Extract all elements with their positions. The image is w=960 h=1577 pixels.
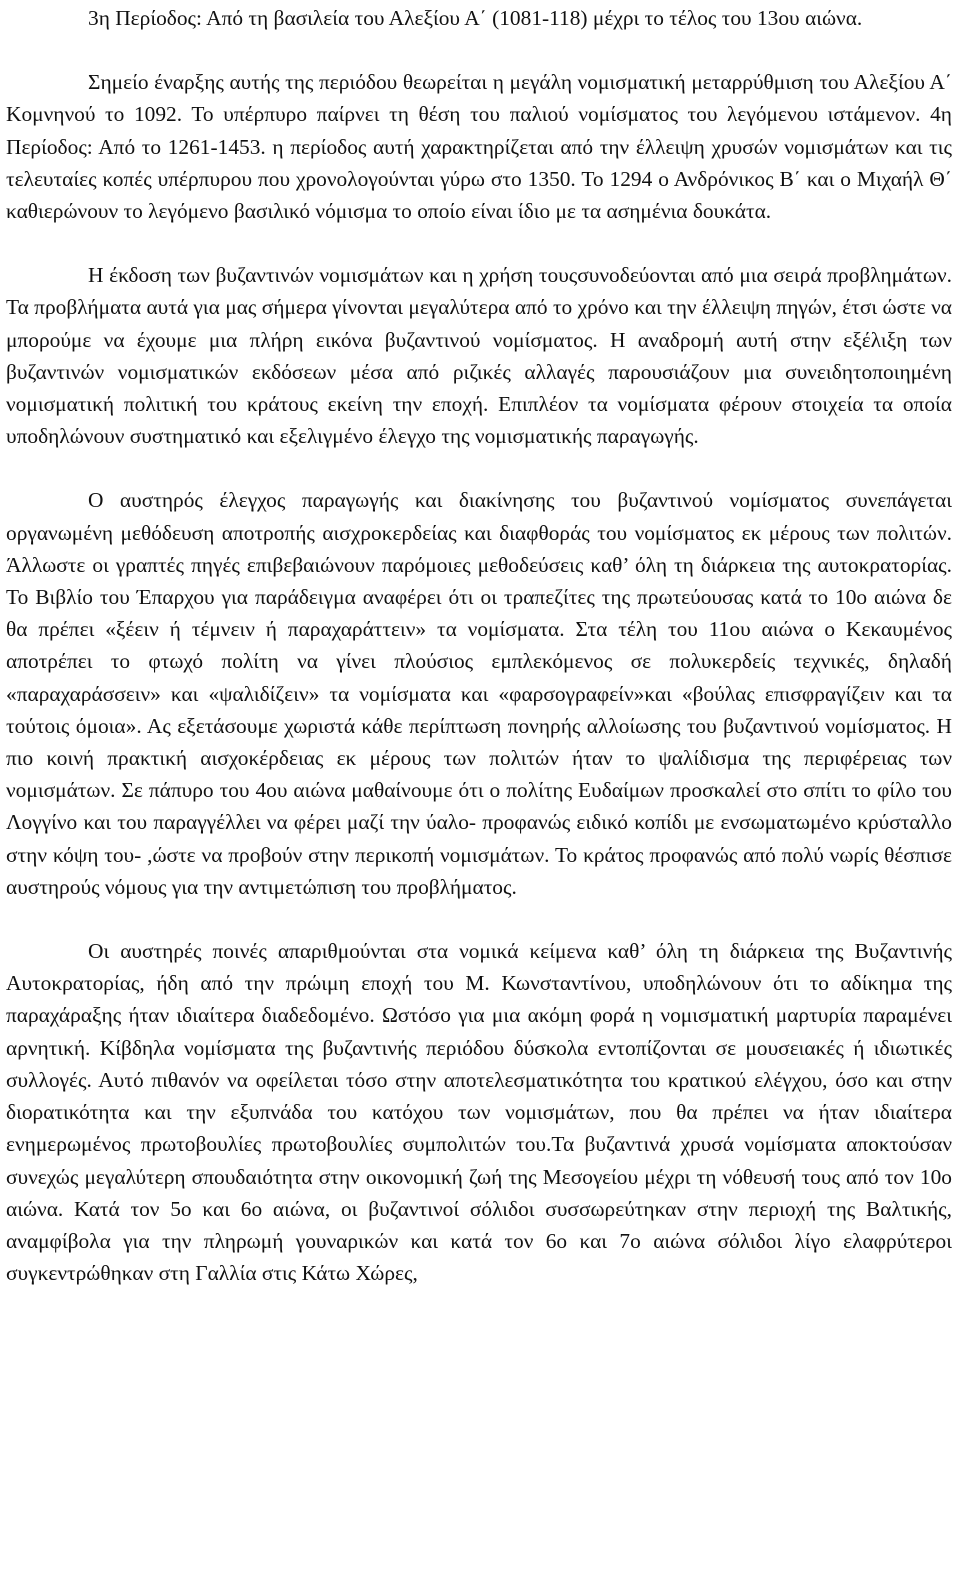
paragraph-reform: Σημείο έναρξης αυτής της περιόδου θεωρείται η μεγάλη νομισματική μεταρρύθμιση του Αλεξίου Α΄ Κομνηνού το 1092. Το υπέρπυρο παίρνει τη θέση του παλιού νομίσματος του λεγόμενου ιστάμενον. 4η Περίοδος: Από το 1261-1453. η περίοδος αυτή χαρακτηρίζεται από την έλλειψη χρυσών νομισμάτων και τις τελευταίες κοπές υπέρπυρου που χρονολογούνται γύρω στο 1350. Το 1294 ο Ανδρόνικος Β΄ και ο Μιχαήλ Θ΄ καθιερώνουν το λεγόμενο βασιλικό νόμισμα το οποίο είναι ίδιο με τα ασημένια δουκάτα. bbox=[6, 70, 952, 224]
paragraph-period-3: 3η Περίοδος: Από τη βασιλεία του Αλεξίου Α΄ (1081-118) μέχρι το τέλος του 13ου αιώνα. bbox=[88, 6, 863, 30]
paragraph-penalties: Οι αυστηρές ποινές απαριθμούνται στα νομικά κείμενα καθ’ όλη τη διάρκεια της Βυζαντινής Αυτοκρατορίας, ήδη από την πρώιμη εποχή του Μ. Κωνσταντίνου, υποδηλώνουν ότι το αδίκημα της παραχάραξης ήταν ιδιαίτερα διαδεδομένο. Ωστόσο για μια ακόμη φορά η νομισματική μαρτυρία παραμένει αρνητική. Κίβδηλα νομίσματα της βυζαντινής περιόδου δύσκολα εντοπίζονται σε μουσειακές ή ιδιωτικές συλλογές. Αυτό πιθανόν να οφείλεται τόσο στην αποτελεσματικότητα του κρατικού ελέγχου, όσο και στην διορατικότητα και την εξυπνάδα του κατόχου των νομισμάτων, που θα πρέπει να ήταν ιδιαίτερα ενημερωμένος πρωτοβουλίες πρωτοβουλίες συμπολιτών του.Τα βυζαντινά χρυσά νομίσματα αποκτούσαν συνεχώς μεγαλύτερη σπουδαιότητα στην οικονομική ζωή της Μεσογείου μέχρι τη νόθευσή τους από τον 10ο αιώνα. Κατά τον 5ο και 6ο αιώνα, οι βυζαντινοί σόλιδοι συσσωρεύτηκαν στην περιοχή της Βαλτικής, αναμφίβολα για την πληρωμή γουναρικών και κατά τον 6ο και 7ο αιώνα σόλιδοι λίγο ελαφρύτεροι συγκεντρώθηκαν στη Γαλλία στις Κάτω Χώρες, bbox=[6, 939, 952, 1286]
paragraph-control: Ο αυστηρός έλεγχος παραγωγής και διακίνησης του βυζαντινού νομίσματος συνεπάγεται οργανωμένη μεθόδευση αποτροπής αισχροκερδείας και διαφθοράς του νομίσματος εκ μέρους των πολιτών. Άλλωστε οι γραπτές πηγές επιβεβαιώνουν παρόμοιες μεθοδεύσεις καθ’ όλη τη διάρκεια της αυτοκρατορίας. Το Βιβλίο του Έπαρχου για παράδειγμα αναφέρει ότι οι τραπεζίτες της πρωτεύουσας κατά το 10ο αιώνα δε θα πρέπει «ξέειν ή τέμνειν ή παραχαράττειν» τα νομίσματα. Στα τέλη του 11ου αιώνα ο Κεκαυμένος αποτρέπει το φτωχό πολίτη να γίνει πλούσιος εμπλεκόμενος σε πολυκερδείς τεχνικές, δηλαδή «παραχαράσσειν» και «ψαλιδίζειν» τα νομίσματα και «φαρσογραφείν»και «βούλας επισφραγίζειν και τα τούτοις όμοια». Ας εξετάσουμε χωριστά κάθε περίπτωση πονηρής αλλοίωσης του βυζαντινού νομίσματος. Η πιο κοινή πρακτική αισχοκέρδειας εκ μέρους των πολιτών ήταν το ψαλίδισμα της περιφέρειας των νομισμάτων. Σε πάπυρο του 4ου αιώνα μαθαίνουμε ότι ο πολίτης Ευδαίμων προσκαλεί στο σπίτι το φίλο του Λογγίνο και του παραγγέλλει να φέρει μαζί την ύαλο- προφανώς ειδικό κοπίδι με ενσωματωμένο κρύσταλλο στην κόψη του- ,ώστε να προβούν στην περικοπή νομισμάτων. Το κράτος προφανώς από πολύ νωρίς θέσπισε αυστηρούς νόμους για την αντιμετώπιση του προβλήματος. bbox=[6, 488, 952, 899]
paragraph-issues: Η έκδοση των βυζαντινών νομισμάτων και η χρήση τουςσυνοδεύονται από μια σειρά προβλημάτων. Τα προβλήματα αυτά για μας σήμερα γίνονται μεγαλύτερα από το χρόνο και την έλλειψη πηγών, έτσι ώστε να μπορούμε να έχουμε μια πλήρη εικόνα βυζαντινού νομίσματος. Η αναδρομή αυτή στην εξέλιξη των βυζαντινών νομισματικών εκδόσεων μέσα από ριζικές αλλαγές παρουσιάζουν μια συνειδητοποιημένη νομισματική πολιτική του κράτους εκείνη την εποχή. Επιπλέον τα νομίσματα φέρουν στοιχεία τα οποία υποδηλώνουν συστηματικό και εξελιγμένο έλεγχο της νομισματικής παραγωγής. bbox=[6, 263, 952, 449]
